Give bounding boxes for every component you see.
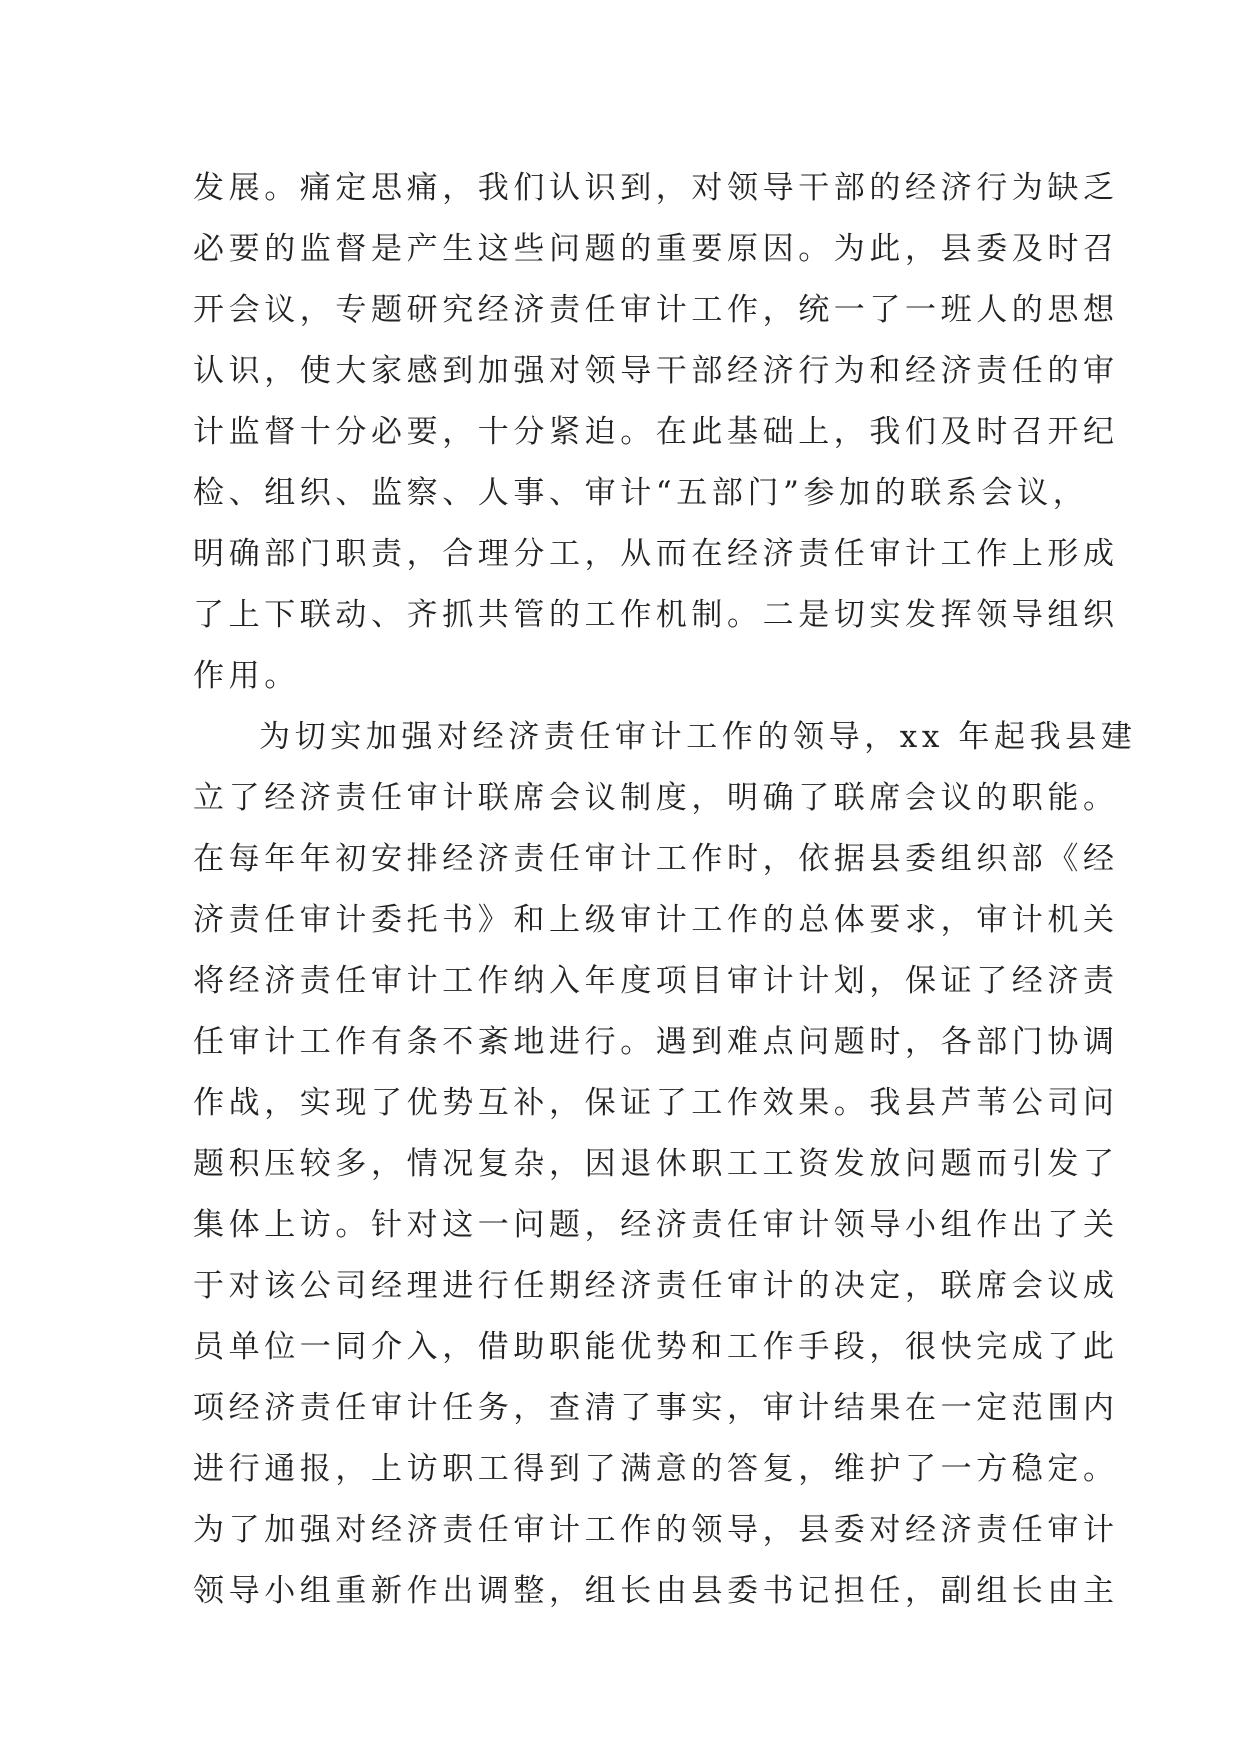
document-body: [193, 158, 1137, 1622]
paragraph-first-line: 为切实加强对经济责任审计工作的领导，xx 年起我县建: [259, 719, 1137, 755]
text-line: 在每年年初安排经济责任审计工作时，依据县委组织部《经: [193, 841, 1119, 877]
text-line: 必要的监督是产生这些问题的重要原因。为此，县委及时召: [193, 231, 1119, 267]
text-line: 开会议，专题研究经济责任审计工作，统一了一班人的思想: [193, 292, 1119, 328]
text-line: 计监督十分必要，十分紧迫。在此基础上，我们及时召开纪: [193, 414, 1119, 450]
text-line: 于对该公司经理进行任期经济责任审计的决定，联席会议成: [193, 1268, 1119, 1304]
text-line: 进行通报，上访职工得到了满意的答复，维护了一方稳定。: [193, 1451, 1119, 1487]
text-line: 作战，实现了优势互补，保证了工作效果。我县芦苇公司问: [193, 1085, 1119, 1121]
text-line: 将经济责任审计工作纳入年度项目审计计划，保证了经济责: [193, 963, 1119, 999]
text-line: 认识，使大家感到加强对领导干部经济行为和经济责任的审: [193, 353, 1119, 389]
text-line: 为了加强对经济责任审计工作的领导，县委对经济责任审计: [193, 1512, 1119, 1548]
text-line: 题积压较多，情况复杂，因退休职工工资发放问题而引发了: [193, 1146, 1119, 1182]
text-line: 发展。痛定思痛，我们认识到，对领导干部的经济行为缺乏: [193, 170, 1119, 206]
text-line: 任审计工作有条不紊地进行。遇到难点问题时，各部门协调: [193, 1024, 1119, 1060]
text-line: 集体上访。针对这一问题，经济责任审计领导小组作出了关: [193, 1207, 1119, 1243]
text-line: 济责任审计委托书》和上级审计工作的总体要求，审计机关: [193, 902, 1119, 938]
text-line: 作用。: [193, 658, 300, 694]
text-line: 检、组织、监察、人事、审计“五部门”参加的联系会议，: [193, 475, 1089, 511]
text-line: 了上下联动、齐抓共管的工作机制。二是切实发挥领导组织: [193, 597, 1119, 633]
text-line: 项经济责任审计任务，查清了事实，审计结果在一定范围内: [193, 1390, 1119, 1426]
text-line: 领导小组重新作出调整，组长由县委书记担任，副组长由主: [193, 1573, 1119, 1609]
text-line: 立了经济责任审计联席会议制度，明确了联席会议的职能。: [193, 780, 1119, 816]
text-line: 员单位一同介入，借助职能优势和工作手段，很快完成了此: [193, 1329, 1119, 1365]
text-line: 明确部门职责，合理分工，从而在经济责任审计工作上形成: [193, 536, 1119, 572]
